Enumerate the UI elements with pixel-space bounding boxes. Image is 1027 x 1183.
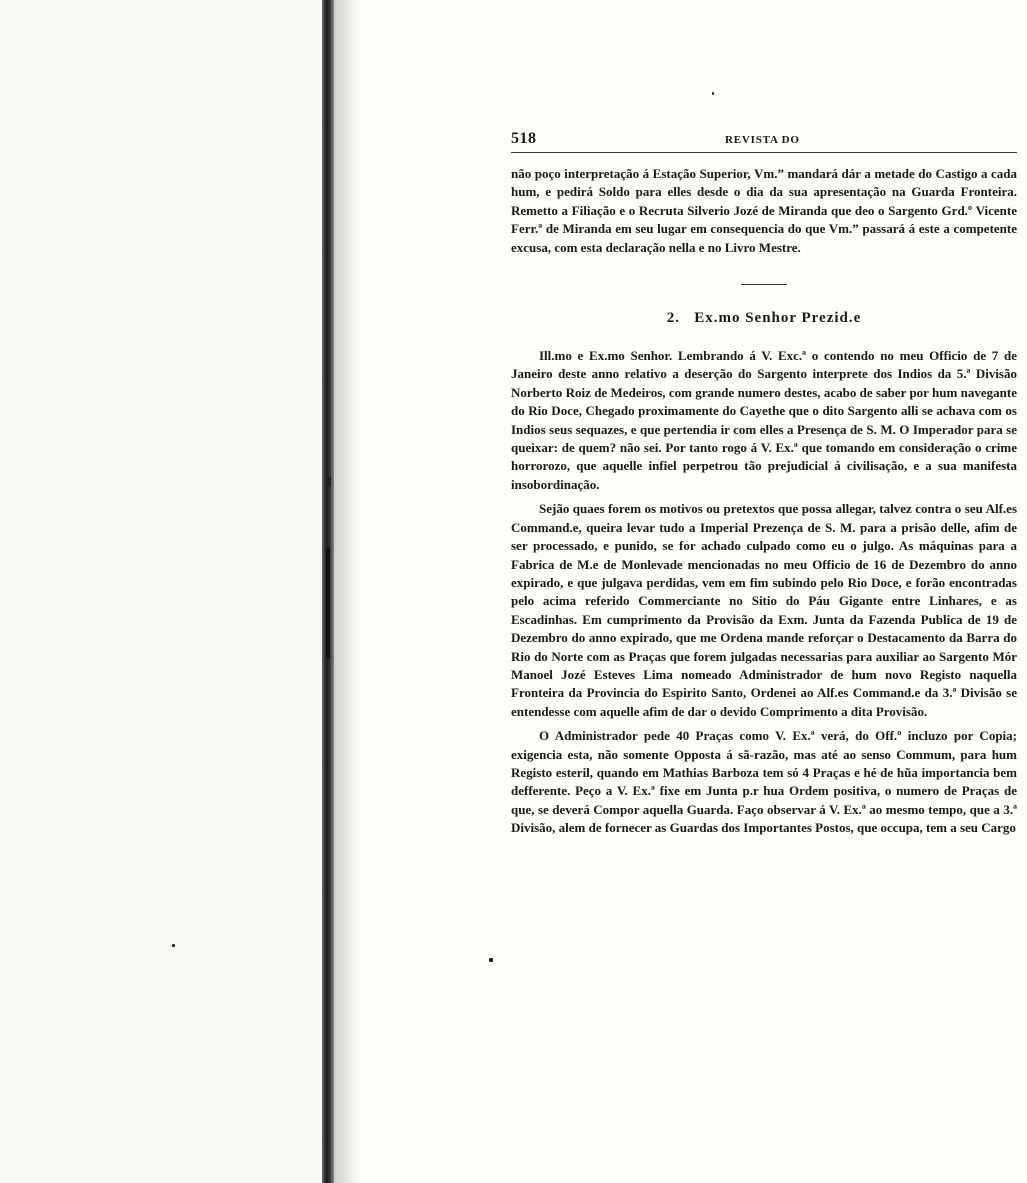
scan-speck: [489, 958, 493, 962]
section-divider: [741, 284, 787, 285]
running-title: REVISTA DO: [725, 134, 800, 146]
right-page-text: [511, 128, 1017, 838]
scan-speck: [172, 944, 175, 947]
paragraph: Sejão quaes forem os motivos ou pretextos que possa allegar, talvez contra o seu Alf.es Command.e, queira levar tudo a Imperial Prezença de S. M. para a prisão delle, afim de ser processado, e punido, se for achado culpado como eu o julgo. As máquinas para a Fabrica de M.e de Monlevade mencionadas no meu Officio de 16 de Dezembro do anno expirado, e que julgava perdidas, vem em fim subindo pelo Rio Doce, e forão encontradas pelo acima referido Commerciante no Sitio do Páu Gigante entre Linhares, e as Escadinhas. Em cumprimento da Provisão da Exm. Junta da Fazenda Publica de 19 de Dezembro do anno expirado, que me Ordena mande reforçar o Destacamento da Barra do Rio do Norte com as Praças que forem julgadas necessarias para auxiliar ao Sargento Mór Manoel Jozé Esteves Lima nomeado Administrador de hum novo Registo naquella Fronteira da Provincia do Espirito Santo, Ordenei ao Alf.es Command.e da 3.ª Divisão se entendesse com aquelle afim de dar o devido Comprimento a dita Provisão.: [511, 501, 1017, 719]
scan-speck: [712, 92, 714, 95]
scan-speck: [326, 548, 330, 658]
paragraph: Ill.mo e Ex.mo Senhor. Lembrando á V. Exc.ª o contendo no meu Officio de 7 de Janeiro deste anno relativo a deserção do Sargento interprete dos Indios da 5.ª Divisão Norberto Roiz de Medeiros, com grande numero destes, acabo de saber por hum navegante do Rio Doce, Chegado proximamente do Cayethe que o dito Sargento alli se achava com os Indios seus sequazes, e que pertendia ir com elles a Presença de S. M. O Imperador para se queixar: de quem? não sei. Por tanto rogo á V. Ex.ª que tomando em consideração o crime horrorozo, que aquelle infiel perpetrou tão prejudicial á civilisação, e a sua manifesta insobordinação.: [511, 348, 1017, 492]
paragraph: O Administrador pede 40 Praças como V. Ex.ª verá, do Off.º incluzo por Copia; exigencia esta, não somente Opposta á sã-razão, mas até ao senso Commum, para hum Registo esteril, quando em Mathias Barboza tem só 4 Praças e hé de hũa importancia bem defferente. Peço a V. Ex.ª fixe em Junta p.r hua Ordem positiva, o numero de Praças de que, se deverá Compor aquella Guarda. Faço observar á V. Ex.ª ao mesmo tempo, que a 3.ª Divisão, alem de fornecer as Guardas dos Importantes Postos, que occupa, tem a seu Cargo: [511, 728, 1017, 836]
page-number: 518: [511, 130, 537, 147]
scan-speck: [328, 478, 331, 487]
section-heading: [511, 310, 1017, 327]
heading-number: 2.: [666, 310, 680, 327]
paragraph: não poço interpretação á Estação Superior, Vm.” mandará dár a metade do Castigo a cada hum, e pedirá Soldo para elles desde o dia da sua apresentação na Guarda Fronteira. Remetto a Filiação e o Recruta Silverio Jozé de Miranda que deo o Sargento Grd.º Vicente Ferr.ª de Miranda em seu lugar em consequencia do que Vm.” passará á este a competente excusa, com esta declaração nella e no Livro Mestre.: [511, 166, 1017, 255]
header-rule: [511, 152, 1017, 153]
running-head: [511, 128, 1017, 150]
gutter-shadow: [334, 0, 360, 1183]
left-blank-page: [0, 0, 322, 1183]
heading-text: Ex.mo Senhor Prezid.e: [694, 310, 862, 327]
